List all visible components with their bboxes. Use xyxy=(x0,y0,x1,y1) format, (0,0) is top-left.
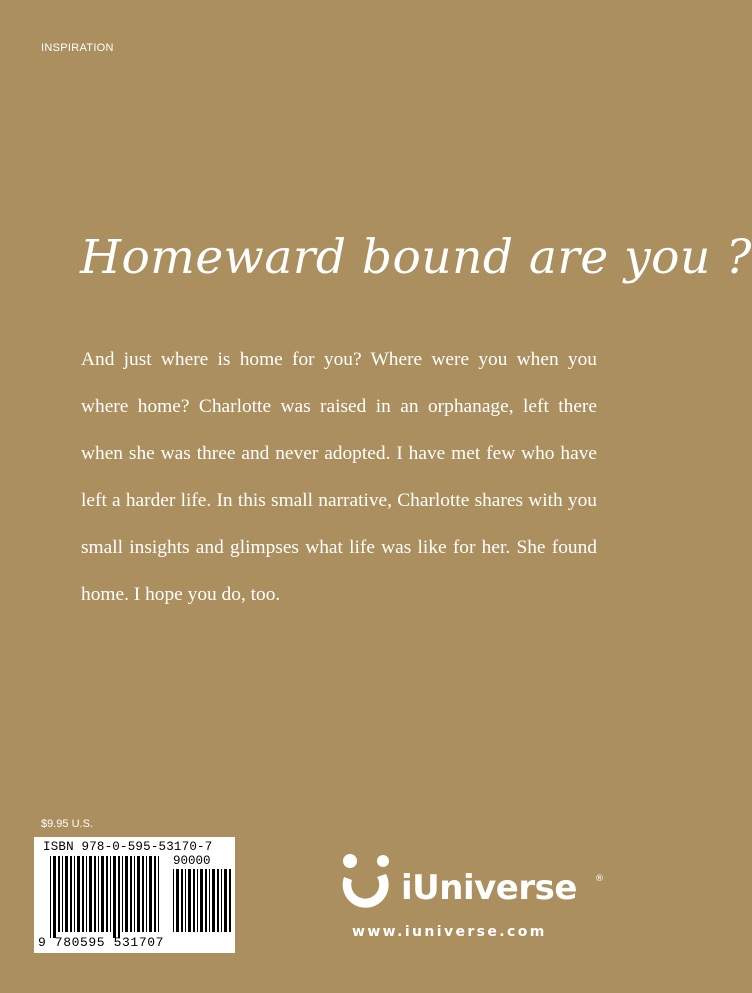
barcode-bar xyxy=(142,856,144,932)
barcode-bar xyxy=(185,869,186,932)
addon-barcode xyxy=(173,869,231,938)
barcode-bar xyxy=(118,856,120,938)
barcode-bar xyxy=(101,856,104,932)
barcode-bar xyxy=(173,869,174,932)
barcode-bar xyxy=(125,856,128,932)
registered-mark: ® xyxy=(595,874,604,884)
barcode-bar xyxy=(209,869,210,932)
barcode-bar xyxy=(110,856,111,932)
price-code: 90000 xyxy=(173,854,211,868)
barcode-bar xyxy=(130,856,132,932)
barcode-bar xyxy=(77,856,80,932)
barcode-bar xyxy=(197,869,198,932)
barcode-bar xyxy=(74,856,75,932)
price: $9.95 U.S. xyxy=(41,818,93,830)
barcode-bar xyxy=(224,869,227,932)
barcode-bar xyxy=(217,869,219,932)
barcode-bar xyxy=(188,869,191,932)
barcode-bar xyxy=(229,869,231,932)
barcode-bar xyxy=(50,856,51,938)
barcode-bar xyxy=(106,856,108,932)
back-cover-blurb: And just where is home for you? Where were you when you where home? Charlotte was raised in an orphanage, left there when she was three and never adopted. I have met few who have left a harder life. In this small narrative, Charlotte shares with you small insights and glimpses what life was like for her. She found home. I hope you do, too. xyxy=(81,349,597,605)
barcode-bar xyxy=(82,856,84,932)
barcode-bar xyxy=(98,856,99,932)
barcode-bar xyxy=(89,856,92,932)
category-label: INSPIRATION xyxy=(41,42,114,54)
barcode-bar xyxy=(181,869,183,932)
barcode-bar xyxy=(65,856,68,932)
publisher-website: www.iuniverse.com xyxy=(352,924,547,940)
barcode-bar xyxy=(176,869,179,932)
barcode-bar xyxy=(221,869,222,932)
isbn-label: ISBN 978-0-595-53170-7 xyxy=(43,840,213,854)
barcode-bar xyxy=(113,856,116,938)
iuniverse-logo-icon xyxy=(336,850,398,920)
barcode-bar xyxy=(62,856,63,932)
barcode-bar xyxy=(58,856,60,932)
barcode-bar xyxy=(146,856,147,932)
barcode-bar xyxy=(205,869,207,932)
barcode-bar xyxy=(86,856,87,932)
barcode-bar xyxy=(149,856,152,932)
ean-digits: 9 780595 531707 xyxy=(38,935,165,950)
barcode-bar xyxy=(134,856,135,932)
barcode-bar xyxy=(200,869,203,932)
barcode-block xyxy=(34,837,235,953)
publisher-name: iUniverse xyxy=(401,868,577,908)
barcode-bar xyxy=(53,856,56,938)
headline: Homeward bound are you ? xyxy=(80,230,752,285)
ean-barcode xyxy=(50,856,162,938)
barcode-bar xyxy=(158,856,159,932)
barcode-bar xyxy=(70,856,72,932)
barcode-bar xyxy=(137,856,140,932)
publisher-logo xyxy=(336,850,616,920)
barcode-bar xyxy=(154,856,156,932)
barcode-bar xyxy=(212,869,215,932)
barcode-bar xyxy=(122,856,123,932)
barcode-bar xyxy=(193,869,195,932)
barcode-bar xyxy=(94,856,96,932)
